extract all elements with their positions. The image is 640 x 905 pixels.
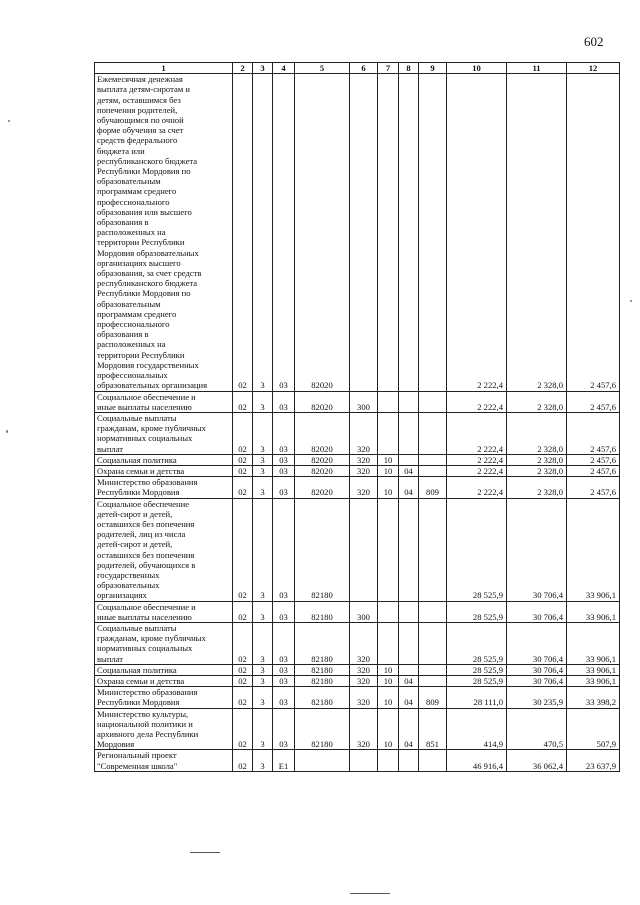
- scan-speck: [630, 300, 632, 302]
- table-row: [95, 622, 620, 664]
- table-cell: 33 906,1: [567, 498, 620, 601]
- table-cell: 2 328,0: [507, 477, 567, 498]
- table-cell: 320: [350, 465, 378, 476]
- table-cell: 03: [273, 391, 295, 412]
- row-label: Охрана семьи и детства: [95, 675, 233, 686]
- table-cell: 02: [233, 664, 253, 675]
- table-cell: 02: [233, 391, 253, 412]
- table-row: [95, 74, 620, 391]
- table-cell: 2 222,4: [447, 477, 507, 498]
- table-cell: 02: [233, 601, 253, 622]
- table-cell: 2 457,6: [567, 477, 620, 498]
- table-cell: 320: [350, 708, 378, 750]
- table-cell: 82180: [295, 664, 350, 675]
- table-cell: 10: [378, 454, 399, 465]
- table-cell: 02: [233, 74, 253, 391]
- row-label: Социальное обеспечение и иные выплаты населению: [95, 601, 233, 622]
- table-cell: [399, 391, 419, 412]
- table-row: [95, 465, 620, 476]
- table-cell: 2 328,0: [507, 412, 567, 454]
- table-cell: 10: [378, 675, 399, 686]
- table-cell: [350, 498, 378, 601]
- table-cell: 300: [350, 601, 378, 622]
- table-cell: 82180: [295, 498, 350, 601]
- row-label: Министерство культуры, национальной политики и архивного дела Республики Мордовия: [95, 708, 233, 750]
- table-cell: 33 906,1: [567, 601, 620, 622]
- table-cell: 30 706,4: [507, 622, 567, 664]
- table-cell: 03: [273, 601, 295, 622]
- table-cell: [295, 750, 350, 771]
- table-cell: 03: [273, 498, 295, 601]
- table-row: [95, 675, 620, 686]
- column-header: 6: [350, 63, 378, 74]
- column-header: 9: [419, 63, 447, 74]
- table-cell: 82180: [295, 675, 350, 686]
- table-row: [95, 687, 620, 708]
- table-cell: [419, 498, 447, 601]
- table-cell: [378, 750, 399, 771]
- table-row: [95, 412, 620, 454]
- table-cell: [399, 498, 419, 601]
- table-cell: 02: [233, 675, 253, 686]
- table-cell: 28 525,9: [447, 498, 507, 601]
- table-cell: 10: [378, 664, 399, 675]
- table-row: [95, 391, 620, 412]
- table-cell: 03: [273, 622, 295, 664]
- table-cell: [399, 601, 419, 622]
- table-cell: 82180: [295, 708, 350, 750]
- table-cell: 470,5: [507, 708, 567, 750]
- table-cell: [399, 74, 419, 391]
- table-cell: 82180: [295, 601, 350, 622]
- table-cell: 33 906,1: [567, 622, 620, 664]
- table-cell: 2 328,0: [507, 74, 567, 391]
- table-cell: [419, 391, 447, 412]
- table-row: [95, 477, 620, 498]
- table-cell: 04: [399, 708, 419, 750]
- table-cell: [399, 412, 419, 454]
- table-cell: 03: [273, 465, 295, 476]
- column-header: 12: [567, 63, 620, 74]
- table-cell: [378, 391, 399, 412]
- table-cell: 33 906,1: [567, 675, 620, 686]
- table-cell: [399, 454, 419, 465]
- table-cell: 851: [419, 708, 447, 750]
- table-cell: 3: [253, 708, 273, 750]
- table-cell: 03: [273, 454, 295, 465]
- table-cell: 10: [378, 687, 399, 708]
- table-cell: 82020: [295, 465, 350, 476]
- table-cell: 320: [350, 454, 378, 465]
- table-cell: 2 222,4: [447, 74, 507, 391]
- table-cell: [378, 412, 399, 454]
- table-cell: 03: [273, 664, 295, 675]
- table-cell: 320: [350, 412, 378, 454]
- table-cell: 33 906,1: [567, 664, 620, 675]
- table-cell: 10: [378, 708, 399, 750]
- table-cell: 02: [233, 477, 253, 498]
- page-number: 602: [584, 34, 604, 49]
- table-cell: 28 525,9: [447, 675, 507, 686]
- table-row: [95, 708, 620, 750]
- table-cell: 82020: [295, 74, 350, 391]
- column-header: 11: [507, 63, 567, 74]
- table-cell: 02: [233, 708, 253, 750]
- table-cell: 30 706,4: [507, 498, 567, 601]
- table-cell: 82020: [295, 477, 350, 498]
- table-cell: [419, 750, 447, 771]
- table-cell: 03: [273, 74, 295, 391]
- table-cell: 2 328,0: [507, 391, 567, 412]
- table-cell: 28 111,0: [447, 687, 507, 708]
- table-cell: 2 457,6: [567, 391, 620, 412]
- table-cell: 28 525,9: [447, 664, 507, 675]
- table-cell: [419, 664, 447, 675]
- table-cell: [399, 664, 419, 675]
- row-label: Социальное обеспечение детей-сирот и детей, оставшихся без попечения родителей, лиц из числа детей-сирот и детей, оставшихся без попечения родителей, обучающихся в государственных образовательных организациях: [95, 498, 233, 601]
- table-cell: 82020: [295, 412, 350, 454]
- table-cell: 3: [253, 687, 273, 708]
- table-cell: 3: [253, 412, 273, 454]
- table-cell: [378, 74, 399, 391]
- table-cell: [419, 454, 447, 465]
- column-header: 3: [253, 63, 273, 74]
- table-cell: 03: [273, 412, 295, 454]
- table-cell: 2 222,4: [447, 412, 507, 454]
- column-header: 2: [233, 63, 253, 74]
- table-cell: [419, 601, 447, 622]
- table-cell: 320: [350, 664, 378, 675]
- table-cell: 2 328,0: [507, 454, 567, 465]
- table-cell: 28 525,9: [447, 622, 507, 664]
- table-cell: 03: [273, 708, 295, 750]
- table-cell: 04: [399, 687, 419, 708]
- table-cell: 10: [378, 477, 399, 498]
- table-cell: 809: [419, 477, 447, 498]
- table-cell: 320: [350, 622, 378, 664]
- table-cell: 3: [253, 391, 273, 412]
- table-cell: 03: [273, 477, 295, 498]
- table-cell: 02: [233, 498, 253, 601]
- scan-mark: [190, 852, 220, 853]
- table-cell: 320: [350, 477, 378, 498]
- table-cell: 2 222,4: [447, 465, 507, 476]
- column-header: 4: [273, 63, 295, 74]
- table-cell: 30 706,4: [507, 664, 567, 675]
- column-header: 5: [295, 63, 350, 74]
- table-cell: 320: [350, 675, 378, 686]
- table-cell: 36 062,4: [507, 750, 567, 771]
- table-cell: [378, 622, 399, 664]
- table-cell: 414,9: [447, 708, 507, 750]
- table-cell: 10: [378, 465, 399, 476]
- table-row: [95, 601, 620, 622]
- table-cell: 82020: [295, 454, 350, 465]
- table-cell: 02: [233, 750, 253, 771]
- table-cell: [399, 750, 419, 771]
- table-cell: 03: [273, 675, 295, 686]
- table-cell: 2 457,6: [567, 412, 620, 454]
- table-cell: [419, 412, 447, 454]
- table-cell: 02: [233, 622, 253, 664]
- table-cell: [350, 74, 378, 391]
- table-cell: 23 637,9: [567, 750, 620, 771]
- table-cell: 03: [273, 687, 295, 708]
- table-cell: 28 525,9: [447, 601, 507, 622]
- row-label: Региональный проект "Современная школа": [95, 750, 233, 771]
- row-label: Ежемесячная денежная выплата детям-сиротам и детям, оставшимся без попечения родителей, обучающимся по очной форме обучения за счет средств федерального бюджета или республиканского бюджета Республики Мордовия по образовательным программам среднего профессионального образования или высшего образования в расположенных на территории Республики Мордовия образовательных организациях высшего образования, за счет средств республиканского бюджета Республики Мордовия по образовательным программам среднего профессионального образования в расположенных на территории Республики Мордовия государственных профессиональных образовательных организация: [95, 74, 233, 391]
- table-row: [95, 664, 620, 675]
- column-header: 8: [399, 63, 419, 74]
- table-cell: 3: [253, 664, 273, 675]
- table-cell: [419, 622, 447, 664]
- table-cell: [399, 622, 419, 664]
- table-cell: 3: [253, 498, 273, 601]
- table-cell: 30 706,4: [507, 675, 567, 686]
- table-cell: 82020: [295, 391, 350, 412]
- table-cell: 02: [233, 454, 253, 465]
- table-cell: 46 916,4: [447, 750, 507, 771]
- table-cell: 809: [419, 687, 447, 708]
- table-cell: 2 328,0: [507, 465, 567, 476]
- row-label: Социальная политика: [95, 664, 233, 675]
- table-cell: 30 706,4: [507, 601, 567, 622]
- row-label: Социальные выплаты гражданам, кроме публичных нормативных социальных выплат: [95, 412, 233, 454]
- row-label: Охрана семьи и детства: [95, 465, 233, 476]
- table-cell: 3: [253, 675, 273, 686]
- column-header: 10: [447, 63, 507, 74]
- table-cell: 3: [253, 465, 273, 476]
- table-row: [95, 498, 620, 601]
- table-cell: 2 222,4: [447, 454, 507, 465]
- table-cell: E1: [273, 750, 295, 771]
- table-cell: 2 457,6: [567, 454, 620, 465]
- row-label: Социальное обеспечение и иные выплаты населению: [95, 391, 233, 412]
- table-row: [95, 750, 620, 771]
- scan-speck: [8, 120, 10, 122]
- table-cell: 82180: [295, 622, 350, 664]
- table-cell: 04: [399, 465, 419, 476]
- table-cell: 04: [399, 477, 419, 498]
- table-cell: [419, 675, 447, 686]
- table-cell: 2 457,6: [567, 74, 620, 391]
- table-cell: [378, 601, 399, 622]
- column-header: 1: [95, 63, 233, 74]
- table-cell: [378, 498, 399, 601]
- table-cell: 2 457,6: [567, 465, 620, 476]
- table-cell: 507,9: [567, 708, 620, 750]
- header-row: [95, 63, 620, 74]
- table-cell: 3: [253, 454, 273, 465]
- table-cell: 2 222,4: [447, 391, 507, 412]
- table-cell: 04: [399, 675, 419, 686]
- table-cell: 3: [253, 750, 273, 771]
- table-cell: 02: [233, 412, 253, 454]
- table-cell: 3: [253, 477, 273, 498]
- budget-table: [94, 62, 620, 772]
- table-cell: 3: [253, 622, 273, 664]
- table-cell: 33 398,2: [567, 687, 620, 708]
- table-cell: 30 235,9: [507, 687, 567, 708]
- scan-speck: [6, 430, 8, 433]
- table-cell: 3: [253, 74, 273, 391]
- row-label: Социальные выплаты гражданам, кроме публичных нормативных социальных выплат: [95, 622, 233, 664]
- row-label: Министерство образования Республики Мордовия: [95, 687, 233, 708]
- table-cell: 320: [350, 687, 378, 708]
- column-header: 7: [378, 63, 399, 74]
- scan-mark: [350, 893, 390, 894]
- table-cell: 02: [233, 465, 253, 476]
- row-label: Социальная политика: [95, 454, 233, 465]
- table-cell: 300: [350, 391, 378, 412]
- row-label: Министерство образования Республики Мордовия: [95, 477, 233, 498]
- table-cell: 3: [253, 601, 273, 622]
- table-cell: [350, 750, 378, 771]
- table-cell: [419, 465, 447, 476]
- table-row: [95, 454, 620, 465]
- table-cell: 02: [233, 687, 253, 708]
- table-cell: 82180: [295, 687, 350, 708]
- table-cell: [419, 74, 447, 391]
